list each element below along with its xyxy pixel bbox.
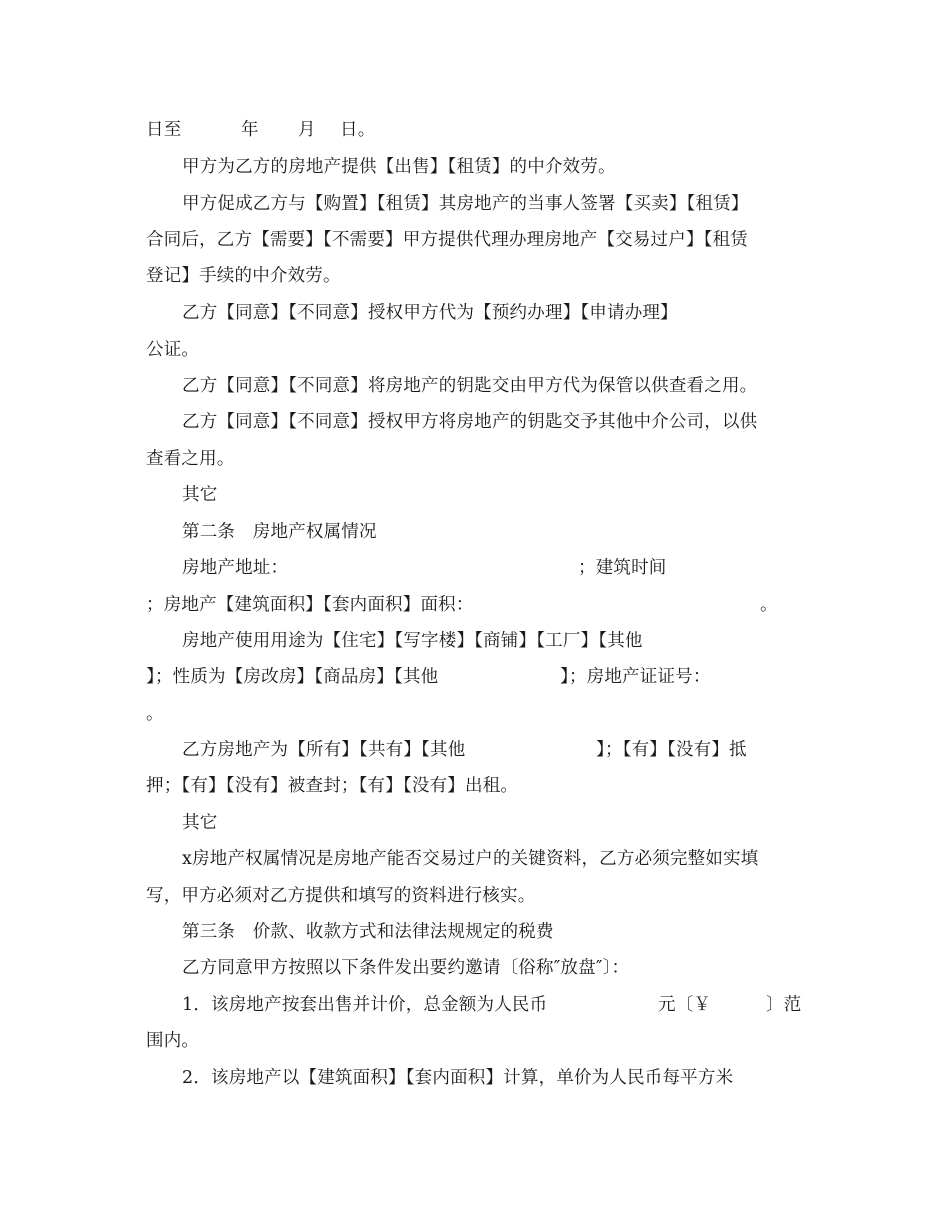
paragraph-line: 2．该房地产以【建筑面积】【套内面积】计算，单价为人民币每平方米 xyxy=(182,1068,734,1088)
text-segment: 房地产地址： xyxy=(182,558,289,578)
paragraph-line: 合同后，乙方【需要】【不需要】甲方提供代理办理房地产【交易过户】【租赁 xyxy=(146,230,748,250)
paragraph-line: 乙方【同意】【不同意】将房地产的钥匙交由甲方代为保管以供查看之用。 xyxy=(182,376,758,396)
paragraph-line: 房地产使用用途为【住宅】【写字楼】【商铺】【工厂】【其他 xyxy=(182,631,643,651)
paragraph-line: 围内。 xyxy=(146,1031,200,1051)
section-heading: 第三条 价款、收款方式和法律法规规定的税费 xyxy=(182,922,554,942)
text-segment: 】；性质为【房改房】【商品房】【其他 xyxy=(146,667,439,687)
text-segment: 】；【有】【没有】抵 xyxy=(596,740,747,760)
paragraph-line: 。 xyxy=(146,704,164,724)
paragraph-line: 押；【有】【没有】被查封；【有】【没有】出租。 xyxy=(146,776,519,796)
paragraph-line: 乙方【同意】【不同意】授权甲方将房地产的钥匙交予其他中介公司，以供 xyxy=(182,412,758,432)
paragraph-line: 登记】手续的中介效劳。 xyxy=(146,266,341,286)
text-segment: ；建筑时间 xyxy=(578,558,667,578)
text-segment: 年 xyxy=(241,120,259,140)
text-segment: 日。 xyxy=(340,120,376,140)
text-segment: 1．该房地产按套出售并计价，总金额为人民币 xyxy=(182,995,548,1015)
paragraph-line: 甲方为乙方的房地产提供【出售】【租赁】的中介效劳。 xyxy=(182,157,616,177)
paragraph-line: 乙方【同意】【不同意】授权甲方代为【预约办理】【申请办理】 xyxy=(182,303,678,323)
text-segment: 元〔￥ xyxy=(658,995,712,1015)
text-segment: 】；房地产证证号： xyxy=(560,667,711,687)
text-segment: ；房地产【建筑面积】【套内面积】面积： xyxy=(146,595,474,615)
paragraph-line: 其它 xyxy=(182,485,218,505)
paragraph-line: 甲方促成乙方与【购置】【租赁】其房地产的当事人签署【买卖】【租赁】 xyxy=(182,194,749,214)
text-segment: 乙方房地产为【所有】【共有】【其他 xyxy=(182,740,466,760)
paragraph-line: 乙方同意甲方按照以下条件发出要约邀请〔俗称″放盘″〕： xyxy=(182,958,630,978)
paragraph-line: 写，甲方必须对乙方提供和填写的资料进行核实。 xyxy=(146,886,536,906)
section-heading: 第二条 房地产权属情况 xyxy=(182,522,377,542)
text-segment: 月 xyxy=(298,120,316,140)
paragraph-line: x房地产权属情况是房地产能否交易过户的关键资料，乙方必须完整如实填 xyxy=(182,849,759,869)
paragraph-line: 查看之用。 xyxy=(146,449,235,469)
paragraph-line: 公证。 xyxy=(146,340,200,360)
text-segment: 日至 xyxy=(146,120,182,140)
text-line xyxy=(146,118,181,142)
text-segment: 。 xyxy=(760,595,778,615)
text-segment: 〕范 xyxy=(766,995,802,1015)
paragraph-line: 其它 xyxy=(182,813,218,833)
